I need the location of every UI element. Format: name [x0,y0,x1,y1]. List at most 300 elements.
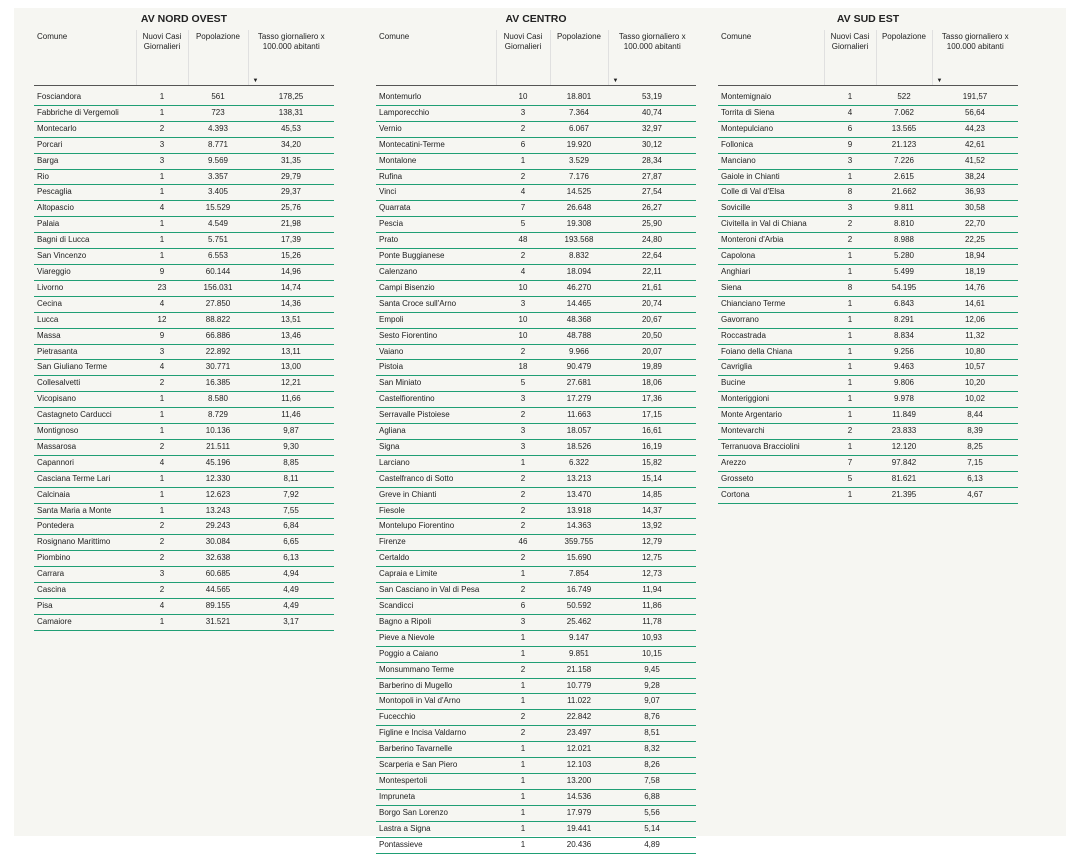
cell-nuovi-casi: 1 [496,789,550,805]
cell-comune: Montepulciano [718,121,824,137]
cell-popolazione: 48.788 [550,328,608,344]
cell-nuovi-casi: 2 [496,503,550,519]
table-row [376,439,696,455]
cell-popolazione: 13.470 [550,487,608,503]
cell-tasso: 36,93 [932,185,1018,201]
cell-tasso: 15,82 [608,455,696,471]
table-row [376,742,696,758]
cell-comune: Pistoia [376,360,496,376]
cell-comune: San Casciano in Val di Pesa [376,583,496,599]
table-row [718,392,1018,408]
header-nuovi-casi[interactable]: Nuovi Casi Giornalieri [136,30,188,86]
cell-tasso: 4,89 [608,837,696,853]
table-row [376,312,696,328]
cell-popolazione: 90.479 [550,360,608,376]
cell-comune: Bagno a Ripoli [376,614,496,630]
cell-comune: Montemurlo [376,86,496,106]
cell-nuovi-casi: 3 [136,153,188,169]
table-row [376,280,696,296]
table-row [718,121,1018,137]
cell-popolazione: 30.771 [188,360,248,376]
cell-tasso: 7,55 [248,503,334,519]
table-row [718,153,1018,169]
table-row [376,360,696,376]
cell-popolazione: 6.843 [876,296,932,312]
cell-nuovi-casi: 2 [496,583,550,599]
cell-comune: Bagni di Lucca [34,233,136,249]
table-row [376,758,696,774]
cell-popolazione: 97.842 [876,455,932,471]
table-row [718,185,1018,201]
cell-popolazione: 54.195 [876,280,932,296]
cell-popolazione: 14.363 [550,519,608,535]
table-row [376,296,696,312]
cell-tasso: 14,85 [608,487,696,503]
cell-nuovi-casi: 2 [496,519,550,535]
cell-popolazione: 16.749 [550,583,608,599]
cell-tasso: 40,74 [608,105,696,121]
cell-comune: Barberino Tavarnelle [376,742,496,758]
cell-popolazione: 5.499 [876,264,932,280]
cell-comune: Scarperia e San Piero [376,758,496,774]
cell-comune: Poggio a Caiano [376,646,496,662]
cell-tasso: 19,89 [608,360,696,376]
cell-tasso: 7,92 [248,487,334,503]
table-row [34,614,334,630]
table-row [376,551,696,567]
cell-tasso: 10,93 [608,630,696,646]
cell-comune: Lastra a Signa [376,821,496,837]
cell-popolazione: 48.368 [550,312,608,328]
cell-nuovi-casi: 1 [136,185,188,201]
cell-tasso: 20,74 [608,296,696,312]
cell-tasso: 44,23 [932,121,1018,137]
cell-popolazione: 6.322 [550,455,608,471]
header-popolazione[interactable]: Popolazione [876,30,932,86]
cell-nuovi-casi: 2 [136,121,188,137]
cell-tasso: 13,51 [248,312,334,328]
cell-tasso: 12,21 [248,376,334,392]
header-comune[interactable]: Comune [34,30,136,86]
cell-nuovi-casi: 4 [136,599,188,615]
cell-tasso: 5,14 [608,821,696,837]
cell-popolazione: 46.270 [550,280,608,296]
cell-tasso: 22,11 [608,264,696,280]
cell-comune: Carrara [34,567,136,583]
table-row [34,121,334,137]
cell-nuovi-casi: 1 [496,678,550,694]
cell-tasso: 13,00 [248,360,334,376]
table-row [718,264,1018,280]
cell-comune: Camaiore [34,614,136,630]
cell-nuovi-casi: 6 [496,137,550,153]
cell-popolazione: 60.144 [188,264,248,280]
cell-tasso: 53,19 [608,86,696,106]
cell-tasso: 22,64 [608,249,696,265]
cell-popolazione: 15.690 [550,551,608,567]
cell-popolazione: 31.521 [188,614,248,630]
cell-nuovi-casi: 2 [136,535,188,551]
cell-tasso: 6,13 [932,471,1018,487]
cell-popolazione: 13.918 [550,503,608,519]
cell-popolazione: 8.810 [876,217,932,233]
cell-popolazione: 7.364 [550,105,608,121]
cell-popolazione: 88.822 [188,312,248,328]
cell-tasso: 12,75 [608,551,696,567]
cell-nuovi-casi: 4 [824,105,876,121]
table-row [718,344,1018,360]
cell-nuovi-casi: 1 [136,487,188,503]
cell-nuovi-casi: 1 [496,455,550,471]
cell-popolazione: 32.638 [188,551,248,567]
cell-tasso: 18,94 [932,249,1018,265]
table-row [376,169,696,185]
cell-nuovi-casi: 9 [824,137,876,153]
cell-tasso: 12,73 [608,567,696,583]
table-row [376,789,696,805]
cell-comune: Arezzo [718,455,824,471]
sort-down-icon[interactable]: ▼ [252,78,259,84]
cell-comune: Monteroni d'Arbia [718,233,824,249]
header-nuovi-casi[interactable]: Nuovi Casi Giornalieri [496,30,550,86]
cell-popolazione: 30.084 [188,535,248,551]
cell-tasso: 13,46 [248,328,334,344]
cell-popolazione: 13.565 [876,121,932,137]
cell-popolazione: 19.920 [550,137,608,153]
cell-tasso: 42,61 [932,137,1018,153]
cell-nuovi-casi: 9 [136,264,188,280]
table-row [376,86,696,106]
cell-popolazione: 18.801 [550,86,608,106]
cell-comune: Civitella in Val di Chiana [718,217,824,233]
cell-nuovi-casi: 1 [824,312,876,328]
cell-tasso: 8,32 [608,742,696,758]
cell-popolazione: 20.436 [550,837,608,853]
cell-popolazione: 3.529 [550,153,608,169]
table-row [718,86,1018,106]
table-row [34,233,334,249]
cell-comune: Siena [718,280,824,296]
header-tasso[interactable]: Tasso giornaliero x 100.000 abitanti ▼ [932,30,1018,86]
cell-comune: Montemignaio [718,86,824,106]
cell-tasso: 3,17 [248,614,334,630]
cell-popolazione: 21.158 [550,662,608,678]
cell-nuovi-casi: 2 [496,726,550,742]
header-popolazione[interactable]: Popolazione [550,30,608,86]
cell-popolazione: 21.123 [876,137,932,153]
cell-popolazione: 10.779 [550,678,608,694]
cell-tasso: 17,15 [608,408,696,424]
cell-comune: Larciano [376,455,496,471]
sort-down-icon[interactable]: ▼ [936,78,943,84]
cell-tasso: 13,92 [608,519,696,535]
cell-nuovi-casi: 12 [136,312,188,328]
cell-popolazione: 11.663 [550,408,608,424]
cell-nuovi-casi: 1 [496,773,550,789]
cell-nuovi-casi: 1 [136,424,188,440]
cell-comune: San Giuliano Terme [34,360,136,376]
cell-nuovi-casi: 3 [496,105,550,121]
cell-popolazione: 13.243 [188,503,248,519]
cell-tasso: 6,88 [608,789,696,805]
table-row [376,487,696,503]
cell-popolazione: 14.465 [550,296,608,312]
cell-popolazione: 2.615 [876,169,932,185]
cell-nuovi-casi: 1 [824,328,876,344]
table-row [376,424,696,440]
cell-popolazione: 22.892 [188,344,248,360]
cell-comune: Castelfranco di Sotto [376,471,496,487]
cell-comune: Montopoli in Val d'Arno [376,694,496,710]
table-row [376,201,696,217]
table-row [376,773,696,789]
table-row [34,169,334,185]
table-row [34,376,334,392]
cell-popolazione: 193.568 [550,233,608,249]
cell-popolazione: 12.103 [550,758,608,774]
table-row [376,535,696,551]
table-row [34,280,334,296]
table-row [376,471,696,487]
table-row [718,280,1018,296]
cell-popolazione: 7.062 [876,105,932,121]
table-row [376,264,696,280]
cell-nuovi-casi: 2 [824,233,876,249]
cell-nuovi-casi: 7 [824,455,876,471]
cell-tasso: 9,30 [248,439,334,455]
cell-tasso: 30,12 [608,137,696,153]
cell-tasso: 8,51 [608,726,696,742]
cell-comune: Fucecchio [376,710,496,726]
table-row [376,567,696,583]
cell-comune: Terranuova Bracciolini [718,439,824,455]
table-row [376,519,696,535]
cell-nuovi-casi: 6 [824,121,876,137]
cell-comune: Signa [376,439,496,455]
cell-tasso: 11,32 [932,328,1018,344]
cell-comune: Viareggio [34,264,136,280]
cell-nuovi-casi: 1 [496,567,550,583]
cell-comune: Pisa [34,599,136,615]
cell-nuovi-casi: 8 [824,185,876,201]
cell-popolazione: 60.685 [188,567,248,583]
table-row [718,201,1018,217]
table-row [34,105,334,121]
table-row [34,201,334,217]
cell-comune: Massa [34,328,136,344]
cell-nuovi-casi: 1 [496,837,550,853]
header-popolazione[interactable]: Popolazione [188,30,248,86]
cell-tasso: 22,70 [932,217,1018,233]
cell-nuovi-casi: 1 [496,694,550,710]
cell-popolazione: 19.308 [550,217,608,233]
cell-tasso: 10,02 [932,392,1018,408]
cell-nuovi-casi: 10 [496,86,550,106]
cell-nuovi-casi: 1 [136,233,188,249]
table-row [376,408,696,424]
cell-tasso: 14,76 [932,280,1018,296]
cell-popolazione: 7.176 [550,169,608,185]
cell-comune: Serravalle Pistoiese [376,408,496,424]
cell-popolazione: 8.834 [876,328,932,344]
cell-tasso: 25,90 [608,217,696,233]
panel-title: AV CENTRO [505,13,567,25]
cell-nuovi-casi: 3 [136,344,188,360]
cell-popolazione: 8.832 [550,249,608,265]
panel-sud-est [718,8,1018,504]
table-row [376,599,696,615]
cell-comune: Ponte Buggianese [376,249,496,265]
cell-nuovi-casi: 6 [496,599,550,615]
cell-nuovi-casi: 1 [136,217,188,233]
cell-comune: Follonica [718,137,824,153]
cell-tasso: 191,57 [932,86,1018,106]
cell-comune: Sovicille [718,201,824,217]
cell-popolazione: 45.196 [188,455,248,471]
cell-comune: Porcari [34,137,136,153]
table-row [718,105,1018,121]
table-row [34,392,334,408]
cell-popolazione: 3.357 [188,169,248,185]
table-row [718,217,1018,233]
cell-tasso: 14,61 [932,296,1018,312]
table-row [34,599,334,615]
cell-nuovi-casi: 3 [824,201,876,217]
cell-comune: Foiano della Chiana [718,344,824,360]
cell-popolazione: 6.067 [550,121,608,137]
table-row [376,105,696,121]
cell-tasso: 20,50 [608,328,696,344]
cell-popolazione: 23.497 [550,726,608,742]
cell-nuovi-casi: 1 [136,392,188,408]
cell-tasso: 29,79 [248,169,334,185]
cell-comune: Pietrasanta [34,344,136,360]
cell-comune: Cavriglia [718,360,824,376]
header-nuovi-casi[interactable]: Nuovi Casi Giornalieri [824,30,876,86]
cell-nuovi-casi: 1 [136,169,188,185]
cell-tasso: 6,84 [248,519,334,535]
table-row [34,264,334,280]
cell-nuovi-casi: 1 [824,296,876,312]
cell-popolazione: 8.580 [188,392,248,408]
cell-tasso: 14,36 [248,296,334,312]
cell-popolazione: 12.120 [876,439,932,455]
sort-down-icon[interactable]: ▼ [612,78,619,84]
cell-nuovi-casi: 5 [824,471,876,487]
panel-title: AV SUD EST [836,13,900,25]
cell-nuovi-casi: 2 [136,551,188,567]
table-row [34,583,334,599]
table-row [718,296,1018,312]
cell-comune: Vaiano [376,344,496,360]
cell-popolazione: 9.256 [876,344,932,360]
cell-nuovi-casi: 1 [136,249,188,265]
cell-comune: Impruneta [376,789,496,805]
cell-nuovi-casi: 1 [136,408,188,424]
table-row [376,217,696,233]
cell-popolazione: 23.833 [876,424,932,440]
header-comune[interactable]: Comune [718,30,824,86]
table-row [718,471,1018,487]
cell-comune: Montignoso [34,424,136,440]
cell-tasso: 7,15 [932,455,1018,471]
table-row [34,503,334,519]
cell-comune: Rio [34,169,136,185]
cell-nuovi-casi: 46 [496,535,550,551]
cell-nuovi-casi: 48 [496,233,550,249]
cell-comune: Calcinaia [34,487,136,503]
table-row [34,424,334,440]
table-row [718,408,1018,424]
cell-nuovi-casi: 3 [136,567,188,583]
cell-tasso: 9,87 [248,424,334,440]
table-row [376,233,696,249]
cell-comune: Massarosa [34,439,136,455]
cell-comune: Castelfiorentino [376,392,496,408]
cell-popolazione: 19.441 [550,821,608,837]
cell-nuovi-casi: 1 [824,360,876,376]
cell-tasso: 22,25 [932,233,1018,249]
cell-nuovi-casi: 1 [824,344,876,360]
cell-nuovi-casi: 1 [824,392,876,408]
cell-popolazione: 13.213 [550,471,608,487]
header-tasso[interactable]: Tasso giornaliero x 100.000 abitanti ▼ [248,30,334,86]
header-tasso[interactable]: Tasso giornaliero x 100.000 abitanti ▼ [608,30,696,86]
cell-nuovi-casi: 1 [136,614,188,630]
cell-tasso: 15,14 [608,471,696,487]
cell-nuovi-casi: 1 [136,503,188,519]
cell-comune: Livorno [34,280,136,296]
cell-nuovi-casi: 10 [496,328,550,344]
cell-tasso: 8,25 [932,439,1018,455]
cell-popolazione: 89.155 [188,599,248,615]
table-row [376,630,696,646]
cell-comune: Montespertoli [376,773,496,789]
table-row [376,153,696,169]
table-row [34,328,334,344]
cell-nuovi-casi: 1 [824,487,876,503]
table-row [34,217,334,233]
table-row [34,471,334,487]
table-row [718,376,1018,392]
cell-tasso: 14,96 [248,264,334,280]
cell-popolazione: 11.849 [876,408,932,424]
cell-comune: Pontassieve [376,837,496,853]
table-row [376,121,696,137]
cell-comune: Castagneto Carducci [34,408,136,424]
cell-nuovi-casi: 2 [136,376,188,392]
cell-popolazione: 21.395 [876,487,932,503]
cell-nuovi-casi: 1 [824,264,876,280]
cell-popolazione: 5.280 [876,249,932,265]
table-row [376,455,696,471]
cell-popolazione: 9.806 [876,376,932,392]
cell-comune: Capolona [718,249,824,265]
cell-tasso: 15,26 [248,249,334,265]
cell-nuovi-casi: 1 [824,408,876,424]
cell-popolazione: 6.553 [188,249,248,265]
cell-nuovi-casi: 1 [496,153,550,169]
cell-popolazione: 10.136 [188,424,248,440]
header-comune[interactable]: Comune [376,30,496,86]
cell-comune: Santa Maria a Monte [34,503,136,519]
cell-popolazione: 9.569 [188,153,248,169]
cell-popolazione: 156.031 [188,280,248,296]
cell-comune: Vicopisano [34,392,136,408]
cell-tasso: 31,35 [248,153,334,169]
cell-nuovi-casi: 4 [136,296,188,312]
cell-nuovi-casi: 1 [824,249,876,265]
